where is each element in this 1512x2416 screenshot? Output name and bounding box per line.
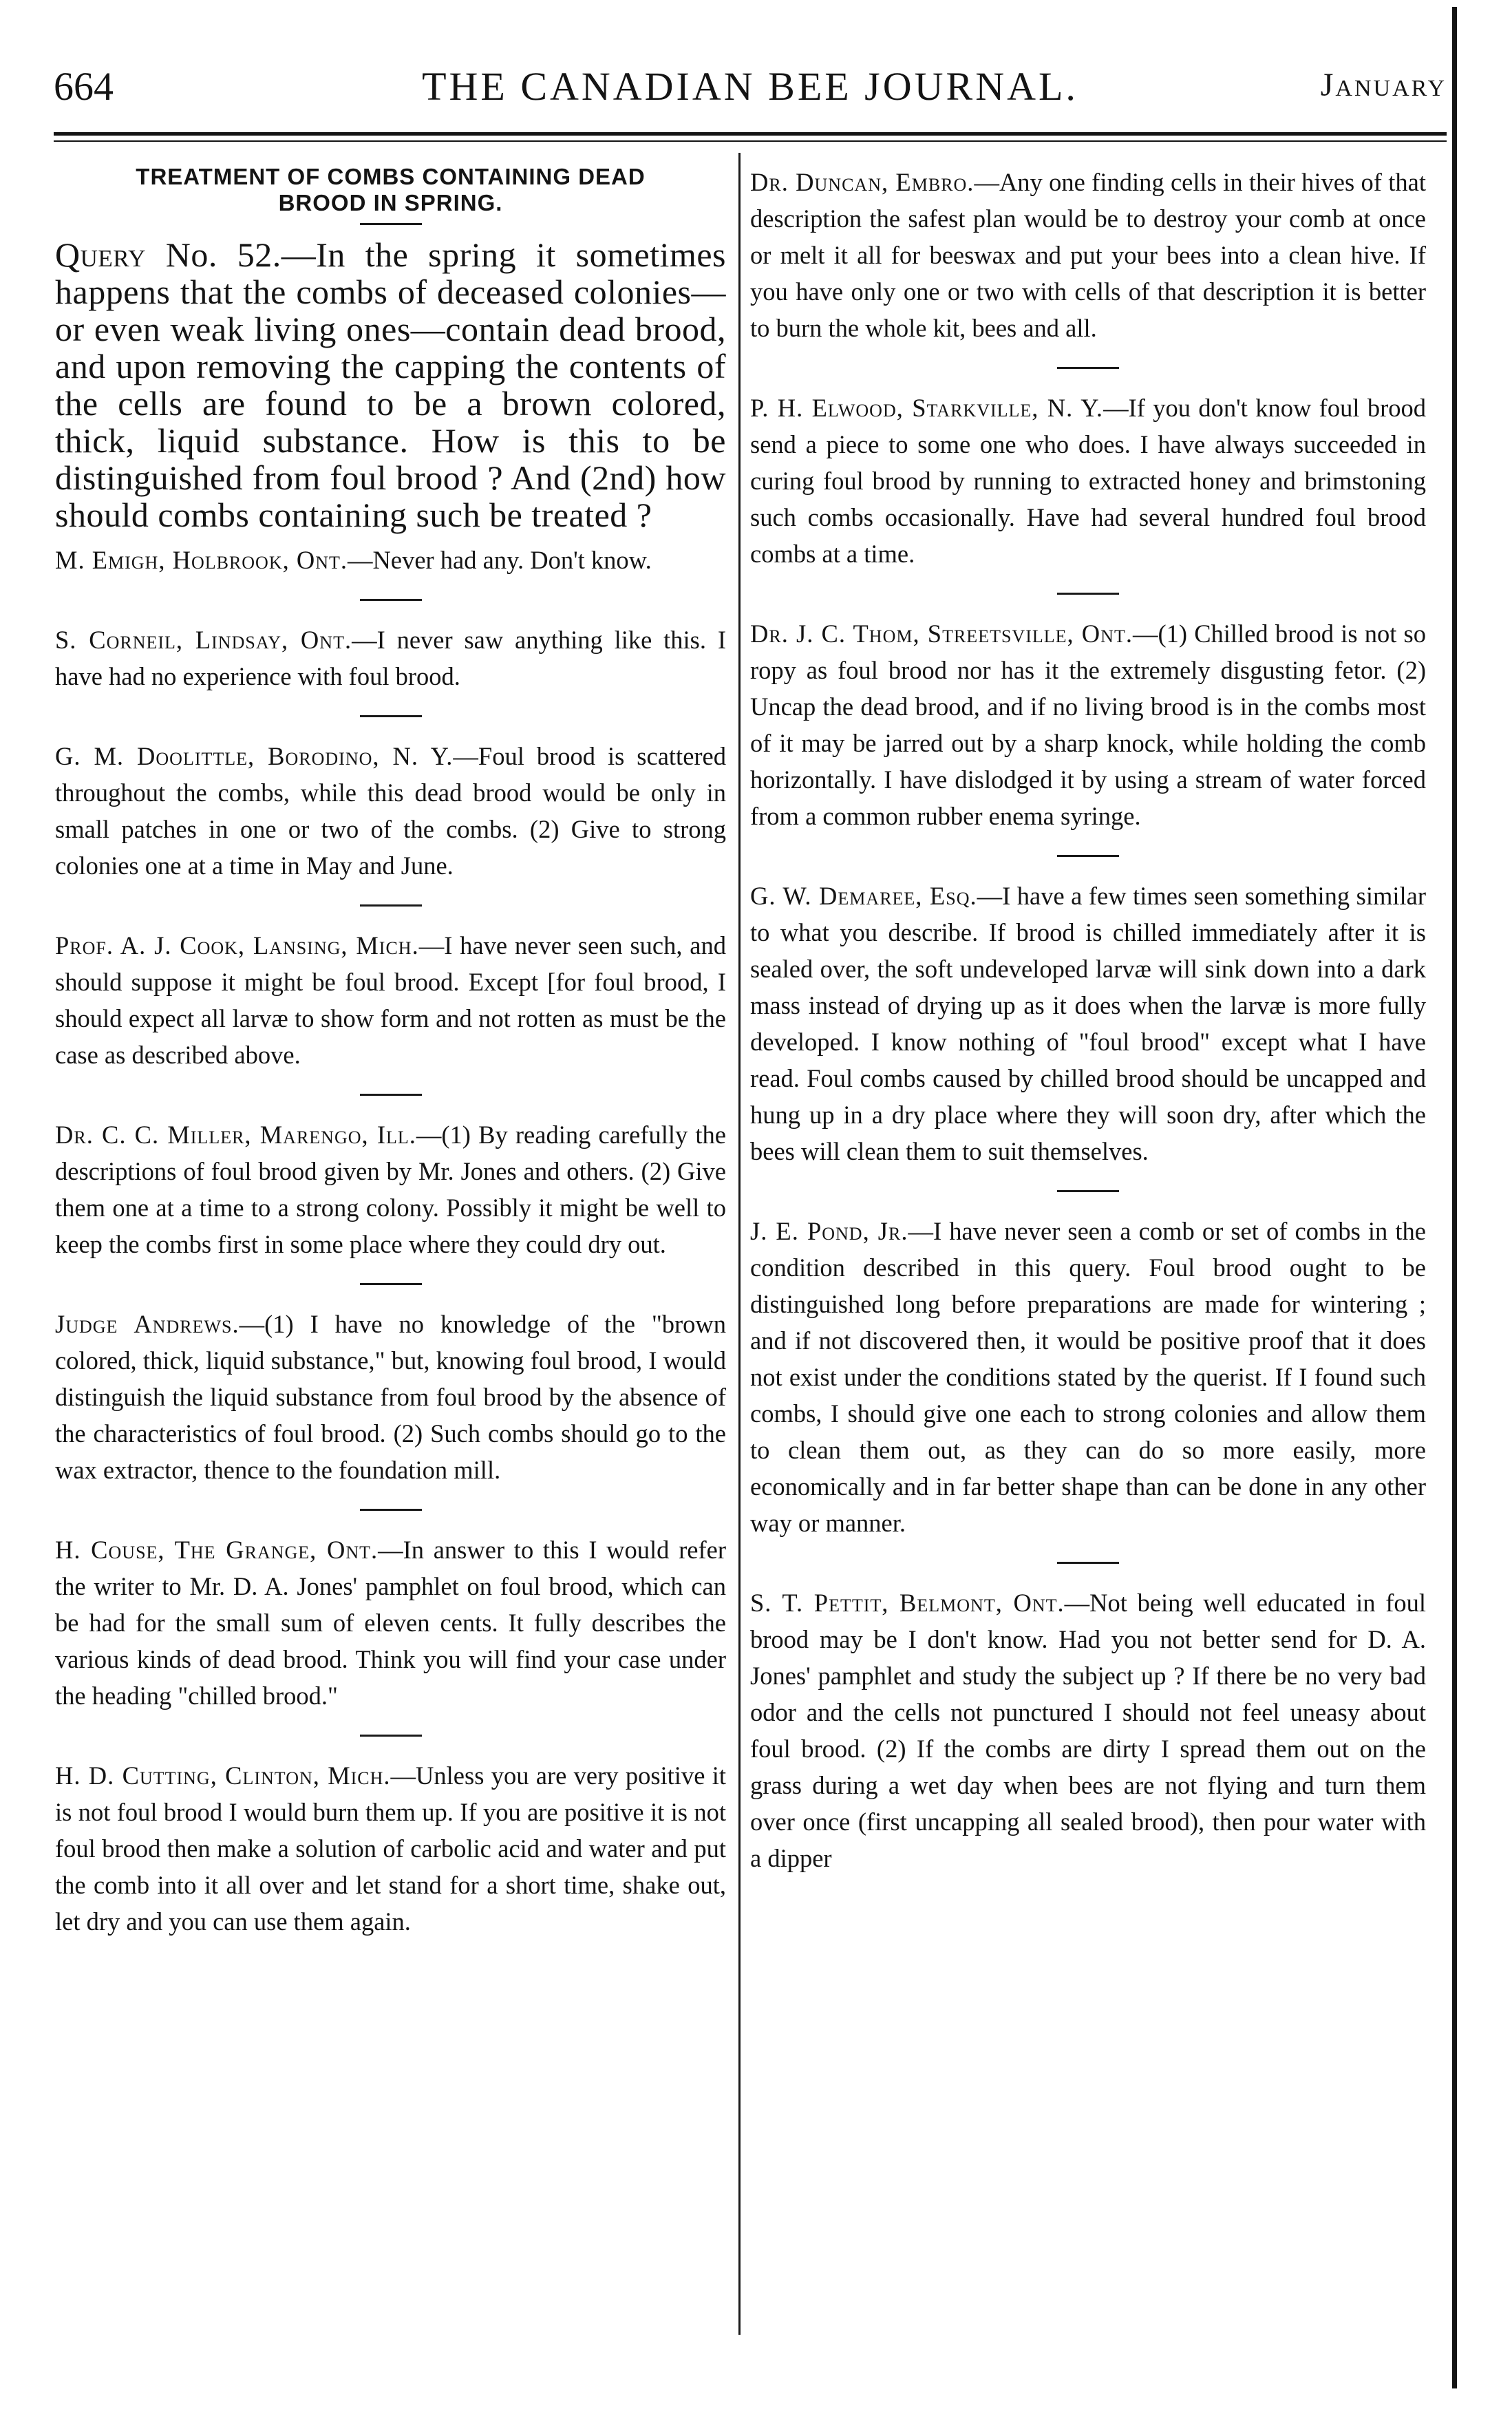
answer-author: G. M. Doolittle, Borodino, N. Y. [55,742,454,770]
answer-text: —I have never seen such, and should suppose it might be foul brood. Except [for foul brood, I should expect all larvæ to show form and not rotten as must be the case as described above. [55,931,726,1069]
answer-author: Judge Andrews. [55,1310,239,1338]
answer-text: —In answer to this I would refer the writer to Mr. D. A. Jones' pamphlet on foul brood, which can be had for the small sum of eleven cents. It fully describes the various kinds of dead brood. Think you will find your case under the heading "chilled brood." [55,1536,726,1710]
answer-text: —I have a few times seen something similar to what you describe. If brood is chilled immediately after it is sealed over, the soft undeveloped larvæ will sink down into a dark mass instead of drying up as it does when the larvæ is more fully developed. I know nothing of "foul brood" except what I have read. Foul combs caused by chilled brood should be uncapped and hung up in a dry place where they will soon dry, after which the bees will clean them to suit themselves. [750,882,1426,1165]
answer-author: P. H. Elwood, Starkville, N. Y. [750,394,1104,422]
answer-text: —Unless you are very positive it is not foul brood I would burn them up. If you are positive it is not foul brood then make a solution of carbolic acid and water and put the comb into it all over and let stand for a short time, shake out, let dry and you can use them again. [55,1761,726,1936]
answer-author: Prof. A. J. Cook, Lansing, Mich. [55,931,419,960]
answer-author: S. T. Pettit, Belmont, Ont. [750,1589,1065,1617]
separator-rule [360,1735,422,1737]
separator-rule [360,1094,422,1096]
article-title [55,164,726,216]
answer-paragraph [55,1116,726,1262]
answer-text: —I never saw anything like this. I have had no experience with foul brood. [55,626,726,690]
journal-title: THE CANADIAN BEE JOURNAL. [422,64,1078,109]
separator-rule [1057,1190,1119,1192]
answer-text: —Never had any. Don't know. [348,546,652,574]
answer-paragraph [750,1213,1426,1541]
answer-paragraph [55,738,726,884]
separator-rule [360,715,422,717]
answer-text: —(1) I have no knowledge of the "brown colored, thick, liquid substance," but, knowing foul brood, I would distinguish the liquid substance from foul brood by the absence of the characteristics of foul brood. (2) Such combs should go to the wax extractor, thence to the foundation mill. [55,1310,726,1484]
answer-text: —If you don't know foul brood send a piece to some one who does. I have always succeeded in curing foul brood by running to extracted honey and brimstoning such combs occasionally. Have had several hundred foul brood combs at a time. [750,394,1426,568]
answer-author: M. Emigh, Holbrook, Ont. [55,546,348,574]
answer-author: Dr. Duncan, Embro. [750,168,975,196]
separator-rule [360,223,422,225]
answer-paragraph [55,622,726,695]
query-text: No. 52.—In the spring it sometimes happens that the combs of deceased colonies—or even weak living ones—contain dead brood, and upon removing the capping the contents of the cells are found to be a brown colored, thick, liquid substance. How is this to be distinguished from foul brood ? And (2nd) how should combs containing such be treated ? [55,235,726,534]
answer-paragraph [750,878,1426,1169]
answer-paragraph [55,1532,726,1714]
answer-text: —I have never seen a comb or set of combs in the condition described in this query. Foul brood ought to be distinguished long before preparations are made for wintering ; and if not discovered then, it would be positive proof that it does not exist under the conditions stated by the querist. If I found such combs, I should give one each to strong colonies and allow them to clean them out, as they can do so more easily, more economically and in far better shape than can be done in any other way or manner. [750,1217,1426,1537]
left-column [55,164,726,1940]
answer-text: —Not being well educated in foul brood may be I don't know. Had you not better send for D. A. Jones' pamphlet and study the subject up ? If there be no very bad odor and the cells not punctured I should not feel uneasy about foul brood. (2) If the combs are dirty I spread them out on the grass during a wet day when bees are not flying and turn them over once (first uncapping all sealed brood), then pour water with a dipper [750,1589,1426,1872]
answer-author: H. Couse, The Grange, Ont. [55,1536,379,1564]
separator-rule [360,599,422,601]
separator-rule [1057,855,1119,857]
query-paragraph [55,236,726,533]
answer-author: H. D. Cutting, Clinton, Mich. [55,1761,391,1790]
page-number: 664 [54,64,114,109]
article-title-line-2: BROOD IN SPRING. [278,190,503,215]
page-edge-line [1452,7,1457,2388]
answer-paragraph [750,615,1426,834]
separator-rule [360,1509,422,1511]
separator-rule [1057,593,1119,595]
answer-paragraph [55,1306,726,1488]
separator-rule [360,1283,422,1285]
answer-text: —Foul brood is scattered throughout the combs, while this dead brood would be only in small patches in one or two of the combs. (2) Give to strong colonies one at a time in May and June. [55,742,726,880]
separator-rule [1057,1562,1119,1564]
article-title-line-1: TREATMENT OF COMBS CONTAINING DEAD [136,164,646,189]
separator-rule [1057,367,1119,369]
answer-paragraph [750,1585,1426,1876]
answer-paragraph [750,164,1426,346]
answer-author: J. E. Pond, Jr. [750,1217,908,1245]
answer-text: —(1) Chilled brood is not so ropy as foul brood nor has it the extremely disgusting fetor. (2) Uncap the dead brood, and if no living brood is in the combs most of it may be jarred out by a sharp knock, while holding the comb horizontally. I have dislodged it by using a stream of water forced from a common rubber enema syringe. [750,619,1426,830]
answer-paragraph [750,390,1426,572]
separator-rule [360,904,422,907]
answer-paragraph [55,927,726,1073]
header-rule-thick [54,132,1447,136]
answer-author: Dr. J. C. Thom, Streetsville, Ont. [750,619,1133,648]
answer-author: Dr. C. C. Miller, Marengo, Ill. [55,1121,416,1149]
answer-text: —Any one finding cells in their hives of that description the safest plan would be to destroy your comb at once or melt it all for beeswax and put your bees into a clean hive. If you have only one or two with cells of that description it is better to burn the whole kit, bees and all. [750,168,1426,342]
query-label: Query [55,235,146,274]
answer-paragraph [55,542,726,578]
answer-author: S. Corneil, Lindsay, Ont. [55,626,352,654]
answer-author: G. W. Demaree, Esq. [750,882,977,910]
header-rule-thin [54,140,1447,142]
right-column [750,164,1426,1876]
answer-paragraph [55,1757,726,1940]
running-header [54,63,1447,129]
column-divider [738,153,741,2335]
answer-text: —(1) By reading carefully the descriptions of foul brood given by Mr. Jones and others. (2) Give them one at a time to a strong colony. Possibly it might be well to keep the combs first in some place where they could dry out. [55,1121,726,1258]
issue-month: January [1320,67,1447,103]
